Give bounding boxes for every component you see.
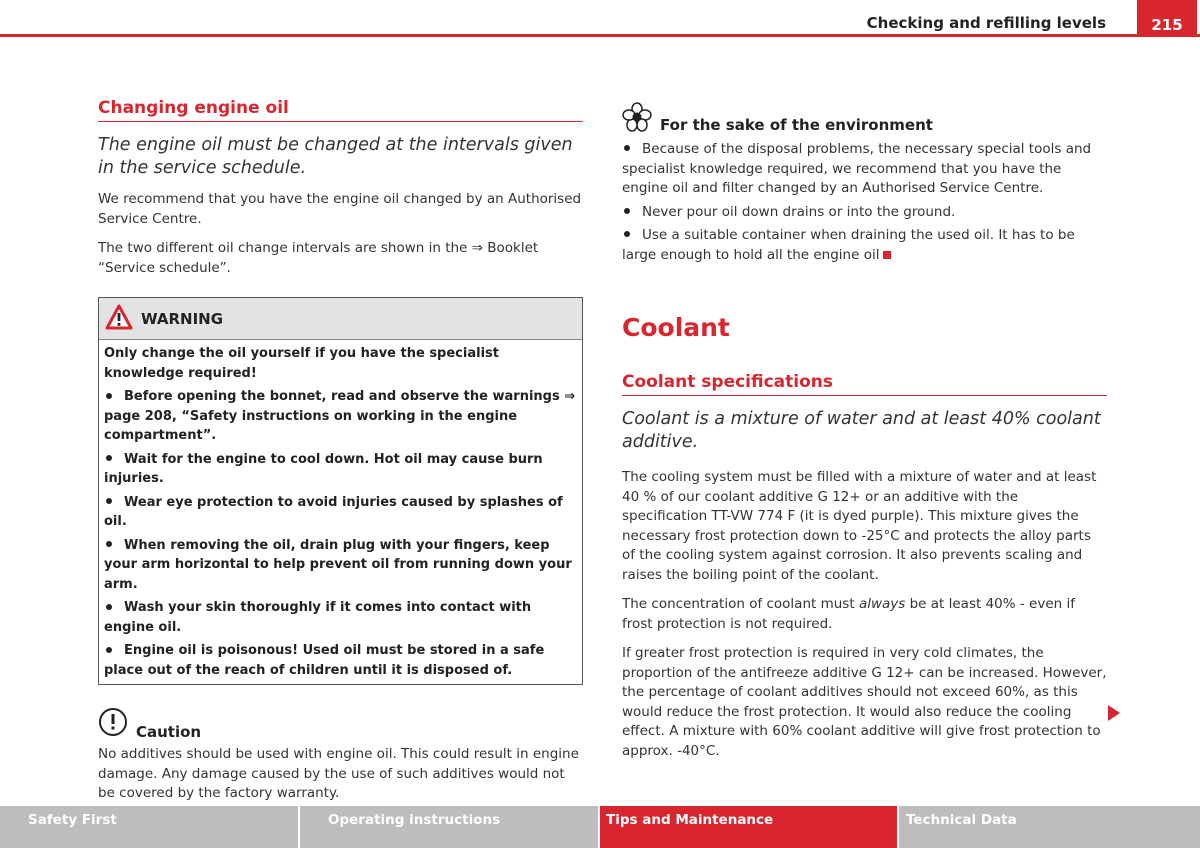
running-header-title: Checking and refilling levels [866,14,1106,32]
paragraph: If greater frost protection is required in very cold climates, the proportion of the antifreeze additive G 12+ can be increased. However, the percentage of coolant additives should not exceed 60%, as this would reduce the frost protection. It would also reduce the cooling effect. A mixture with 60% coolant additive will give frost protection to approx. -40°C. [622,645,1107,759]
warning-item [104,493,578,532]
warning-item [104,536,578,595]
environment-item [622,203,1107,223]
environment-header [622,102,1107,136]
bullet-icon [106,647,112,653]
bullet-icon [106,455,112,461]
left-column [98,98,583,804]
warning-intro: Only change the oil yourself if you have the specialist knowledge required! [104,346,499,381]
warning-item [104,641,578,680]
caution-header [98,707,583,741]
paragraph: The two different oil change intervals are shown in the ⇒ Booklet “Service schedule”. [98,240,539,276]
warning-item-text: Before opening the bonnet, read and observe the warnings ⇒ page 208, “Safety instructions on working in the engine compartment”. [104,389,576,443]
warning-item-text: Engine oil is poisonous! Used oil must be stored in a safe place out of the reach of children until it is disposed of. [104,643,545,678]
warning-item [104,598,578,637]
footer-nav [0,806,1200,848]
warning-item-text: When removing the oil, drain plug with your fingers, keep your arm horizontal to help prevent oil from running down your arm. [104,537,572,592]
environment-item [622,226,1107,265]
continue-arrow-icon[interactable] [1108,705,1120,721]
footer-tab-safety-first[interactable]: Safety First [0,806,300,848]
bullet-icon [106,498,112,504]
warning-body [99,340,582,684]
paragraph [622,595,1107,634]
caution-exclamation-icon [98,707,128,741]
paragraph-text: The concentration of coolant must [622,596,859,612]
page-number: 215 [1137,0,1197,37]
bullet-icon [106,541,112,547]
bullet-icon [624,231,630,237]
environment-title: For the sake of the environment [660,116,933,134]
header-rule [0,34,1200,37]
caution-title: Caution [136,723,202,741]
paragraph-text: be at least 40% - even if frost protection is not required. [622,596,1075,632]
environment-item-text: Use a suitable container when draining the used oil. It has to be large enough to hold all the engine oil [622,227,1075,263]
caution-block [98,707,583,804]
warning-item-text: Wash your skin thoroughly if it comes into contact with engine oil. [104,600,532,635]
paragraph: We recommend that you have the engine oil changed by an Authorised Service Centre. [98,191,582,227]
warning-triangle-icon [105,304,133,334]
footer-tab-tips-and-maintenance[interactable]: Tips and Maintenance [600,806,899,848]
bullet-icon [106,604,112,610]
environment-item-text: Never pour oil down drains or into the ground. [642,203,956,220]
bullet-icon [106,393,112,399]
subsection-lead: Coolant is a mixture of water and at least 40% coolant additive. [622,409,1101,452]
caution-text: No additives should be used with engine oil. This could result in engine damage. Any damage caused by the use of such additives would not be covered by the factory warranty. [98,746,579,801]
footer-tab-technical-data[interactable]: Technical Data [899,806,1200,848]
section-lead: The engine oil must be changed at the intervals given in the service schedule. [98,135,573,178]
footer-tab-operating-instructions[interactable]: Operating instructions [300,806,600,848]
environment-flower-icon [622,102,652,136]
right-column [622,102,1107,761]
bullet-icon [624,145,630,151]
emphasis-text: always [858,596,906,612]
environment-item-text: Because of the disposal problems, the necessary special tools and specialist knowledge required, we recommend that you have the engine oil and filter changed by an Authorised Service Centre. [622,141,1092,196]
subsection-title: Coolant specifications [622,372,1107,396]
warning-title: WARNING [141,309,224,328]
warning-item-text: Wear eye protection to avoid injuries caused by splashes of oil. [104,494,563,529]
bullet-icon [624,208,630,214]
warning-box [98,297,583,685]
warning-item-text: Wait for the engine to cool down. Hot oil may cause burn injuries. [104,451,543,486]
warning-header [99,298,582,340]
section-title: Changing engine oil [98,98,583,122]
warning-item [104,450,578,489]
chapter-title: Coolant [622,313,730,342]
end-of-section-marker-icon [883,251,891,259]
environment-item [622,140,1107,199]
warning-item [104,387,578,446]
paragraph: The cooling system must be filled with a mixture of water and at least 40 % of our coolant additive G 12+ or an additive with the specification TT-VW 774 F (it is dyed purple). This mixture gives the necessary frost protection down to -25°C and protects the alloy parts of the cooling system against corrosion. It also prevents scaling and raises the boiling point of the coolant. [622,469,1097,583]
